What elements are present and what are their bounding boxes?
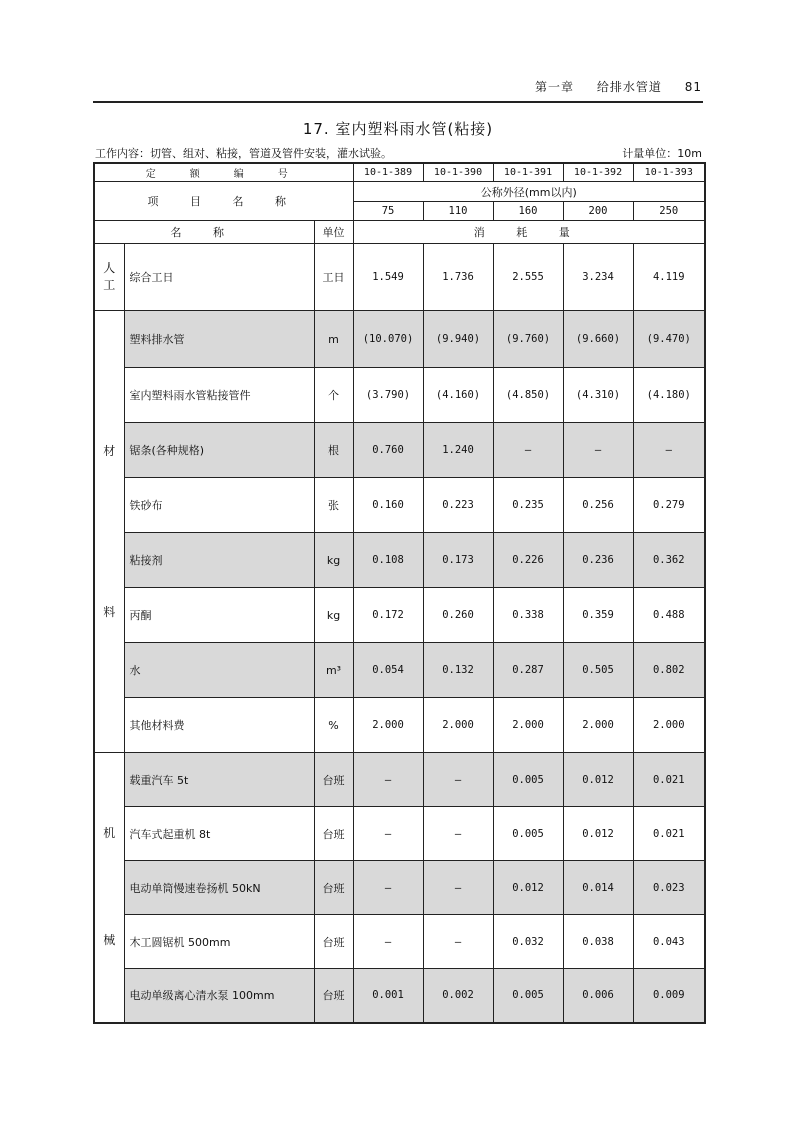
- value-cell: (9.760): [493, 311, 563, 368]
- value-cell: (10.070): [353, 311, 423, 368]
- item-name: 水: [124, 643, 314, 698]
- value-cell: 0.012: [493, 861, 563, 915]
- item-name: 电动单筒慢速卷扬机 50kN: [124, 861, 314, 915]
- category-top: 机: [103, 826, 116, 841]
- table-row: [94, 533, 705, 588]
- unit-label: 单位: [314, 221, 353, 244]
- item-unit: kg: [314, 533, 353, 588]
- value-cell: —: [423, 861, 493, 915]
- value-cell: 0.235: [493, 478, 563, 533]
- value-cell: 0.279: [633, 478, 705, 533]
- item-unit: 台班: [314, 915, 353, 969]
- table-row: [94, 969, 705, 1023]
- item-unit: m: [314, 311, 353, 368]
- value-cell: 0.338: [493, 588, 563, 643]
- code-cell: 10-1-391: [493, 163, 563, 182]
- value-cell: 2.000: [423, 698, 493, 753]
- work-content: 工作内容：切管、组对、粘接，管道及管件安装，灌水试验。: [95, 147, 392, 160]
- value-cell: 1.240: [423, 423, 493, 478]
- value-cell: —: [423, 915, 493, 969]
- item-name: 粘接剂: [124, 533, 314, 588]
- value-cell: 0.005: [493, 807, 563, 861]
- item-unit: 个: [314, 368, 353, 423]
- chapter-label: 第一章: [535, 80, 575, 94]
- value-cell: (4.160): [423, 368, 493, 423]
- table-row: [94, 588, 705, 643]
- value-cell: 0.160: [353, 478, 423, 533]
- value-cell: 2.000: [633, 698, 705, 753]
- value-cell: 0.002: [423, 969, 493, 1023]
- value-cell: 1.736: [423, 244, 493, 311]
- name-label: 名 称: [94, 221, 314, 244]
- value-cell: 0.032: [493, 915, 563, 969]
- item-name: 锯条(各种规格): [124, 423, 314, 478]
- value-cell: 2.000: [563, 698, 633, 753]
- value-cell: 0.009: [633, 969, 705, 1023]
- value-cell: 0.260: [423, 588, 493, 643]
- value-cell: —: [353, 807, 423, 861]
- table-row: [94, 244, 705, 311]
- diameter-cell: 160: [493, 202, 563, 221]
- value-cell: 0.012: [563, 753, 633, 807]
- value-cell: 0.014: [563, 861, 633, 915]
- table-row: [94, 368, 705, 423]
- value-cell: 2.000: [493, 698, 563, 753]
- value-cell: 2.000: [353, 698, 423, 753]
- value-cell: (4.850): [493, 368, 563, 423]
- item-name: 综合工日: [124, 244, 314, 311]
- value-cell: —: [423, 753, 493, 807]
- item-unit: 台班: [314, 861, 353, 915]
- value-cell: 0.236: [563, 533, 633, 588]
- value-cell: 0.001: [353, 969, 423, 1023]
- value-cell: 0.006: [563, 969, 633, 1023]
- code-cell: 10-1-389: [353, 163, 423, 182]
- table-row: [94, 423, 705, 478]
- code-cell: 10-1-390: [423, 163, 493, 182]
- value-cell: 2.555: [493, 244, 563, 311]
- item-name: 木工圆锯机 500mm: [124, 915, 314, 969]
- value-cell: 0.054: [353, 643, 423, 698]
- item-name: 室内塑料雨水管粘接管件: [124, 368, 314, 423]
- item-unit: 根: [314, 423, 353, 478]
- page-number: 81: [684, 80, 702, 94]
- value-cell: (4.180): [633, 368, 705, 423]
- table-row: [94, 698, 705, 753]
- category-top: 人: [103, 261, 116, 276]
- value-cell: —: [353, 861, 423, 915]
- value-cell: 0.226: [493, 533, 563, 588]
- value-cell: —: [563, 423, 633, 478]
- value-cell: 4.119: [633, 244, 705, 311]
- page-title: 17. 室内塑料雨水管(粘接): [302, 120, 494, 138]
- value-cell: 0.760: [353, 423, 423, 478]
- value-cell: 0.038: [563, 915, 633, 969]
- value-cell: 0.012: [563, 807, 633, 861]
- value-cell: 0.043: [633, 915, 705, 969]
- value-cell: (9.940): [423, 311, 493, 368]
- category-bottom: 料: [103, 604, 116, 619]
- item-name: 载重汽车 5t: [124, 753, 314, 807]
- code-label: 定 额 编 号: [94, 163, 353, 182]
- value-cell: 1.549: [353, 244, 423, 311]
- value-cell: 0.256: [563, 478, 633, 533]
- code-cell: 10-1-393: [633, 163, 705, 182]
- value-cell: 0.172: [353, 588, 423, 643]
- value-cell: (9.470): [633, 311, 705, 368]
- value-cell: (3.790): [353, 368, 423, 423]
- item-name: 铁砂布: [124, 478, 314, 533]
- value-cell: —: [493, 423, 563, 478]
- consumption-label: 消 耗 量: [353, 221, 705, 244]
- value-cell: 0.023: [633, 861, 705, 915]
- value-cell: 0.021: [633, 753, 705, 807]
- running-header: [517, 78, 702, 95]
- item-name: 汽车式起重机 8t: [124, 807, 314, 861]
- value-cell: 0.005: [493, 969, 563, 1023]
- diameter-cell: 200: [563, 202, 633, 221]
- value-cell: 0.108: [353, 533, 423, 588]
- code-cell: 10-1-392: [563, 163, 633, 182]
- value-cell: (4.310): [563, 368, 633, 423]
- diameter-cell: 75: [353, 202, 423, 221]
- category-cell: [94, 311, 124, 753]
- value-cell: 0.173: [423, 533, 493, 588]
- diameter-cell: 110: [423, 202, 493, 221]
- item-unit: kg: [314, 588, 353, 643]
- value-cell: 0.802: [633, 643, 705, 698]
- category-bottom: 工: [103, 278, 116, 292]
- table-row: [94, 861, 705, 915]
- value-cell: —: [353, 915, 423, 969]
- item-unit: 台班: [314, 969, 353, 1023]
- table-row: [94, 311, 705, 368]
- category-bottom: 械: [103, 933, 116, 948]
- section-label: 给排水管道: [596, 80, 662, 94]
- value-cell: 0.505: [563, 643, 633, 698]
- value-cell: 3.234: [563, 244, 633, 311]
- item-name: 电动单级离心清水泵 100mm: [124, 969, 314, 1023]
- category-top: 材: [103, 443, 116, 458]
- item-unit: 台班: [314, 807, 353, 861]
- item-unit: 工日: [314, 244, 353, 311]
- item-name: 其他材料费: [124, 698, 314, 753]
- item-unit: %: [314, 698, 353, 753]
- table-row: [94, 807, 705, 861]
- value-cell: —: [423, 807, 493, 861]
- item-unit: 张: [314, 478, 353, 533]
- category-cell: [94, 753, 124, 1023]
- value-cell: (9.660): [563, 311, 633, 368]
- value-cell: 0.223: [423, 478, 493, 533]
- value-cell: 0.021: [633, 807, 705, 861]
- diameter-cell: 250: [633, 202, 705, 221]
- value-cell: 0.359: [563, 588, 633, 643]
- measure-unit: 计量单位：10m: [622, 147, 702, 160]
- item-unit: 台班: [314, 753, 353, 807]
- value-cell: 0.362: [633, 533, 705, 588]
- value-cell: —: [633, 423, 705, 478]
- table-row: [94, 643, 705, 698]
- item-name: 塑料排水管: [124, 311, 314, 368]
- value-cell: 0.005: [493, 753, 563, 807]
- table-row: [94, 478, 705, 533]
- header-rule: [93, 101, 703, 103]
- item-unit: m³: [314, 643, 353, 698]
- category-cell: [94, 244, 124, 311]
- value-cell: 0.132: [423, 643, 493, 698]
- quota-table: [93, 162, 706, 1024]
- diameter-label: 公称外径(mm以内): [353, 182, 705, 202]
- table-row: [94, 915, 705, 969]
- value-cell: 0.488: [633, 588, 705, 643]
- item-name: 丙酮: [124, 588, 314, 643]
- item-label: 项 目 名 称: [94, 182, 353, 221]
- value-cell: 0.287: [493, 643, 563, 698]
- value-cell: —: [353, 753, 423, 807]
- table-row: [94, 753, 705, 807]
